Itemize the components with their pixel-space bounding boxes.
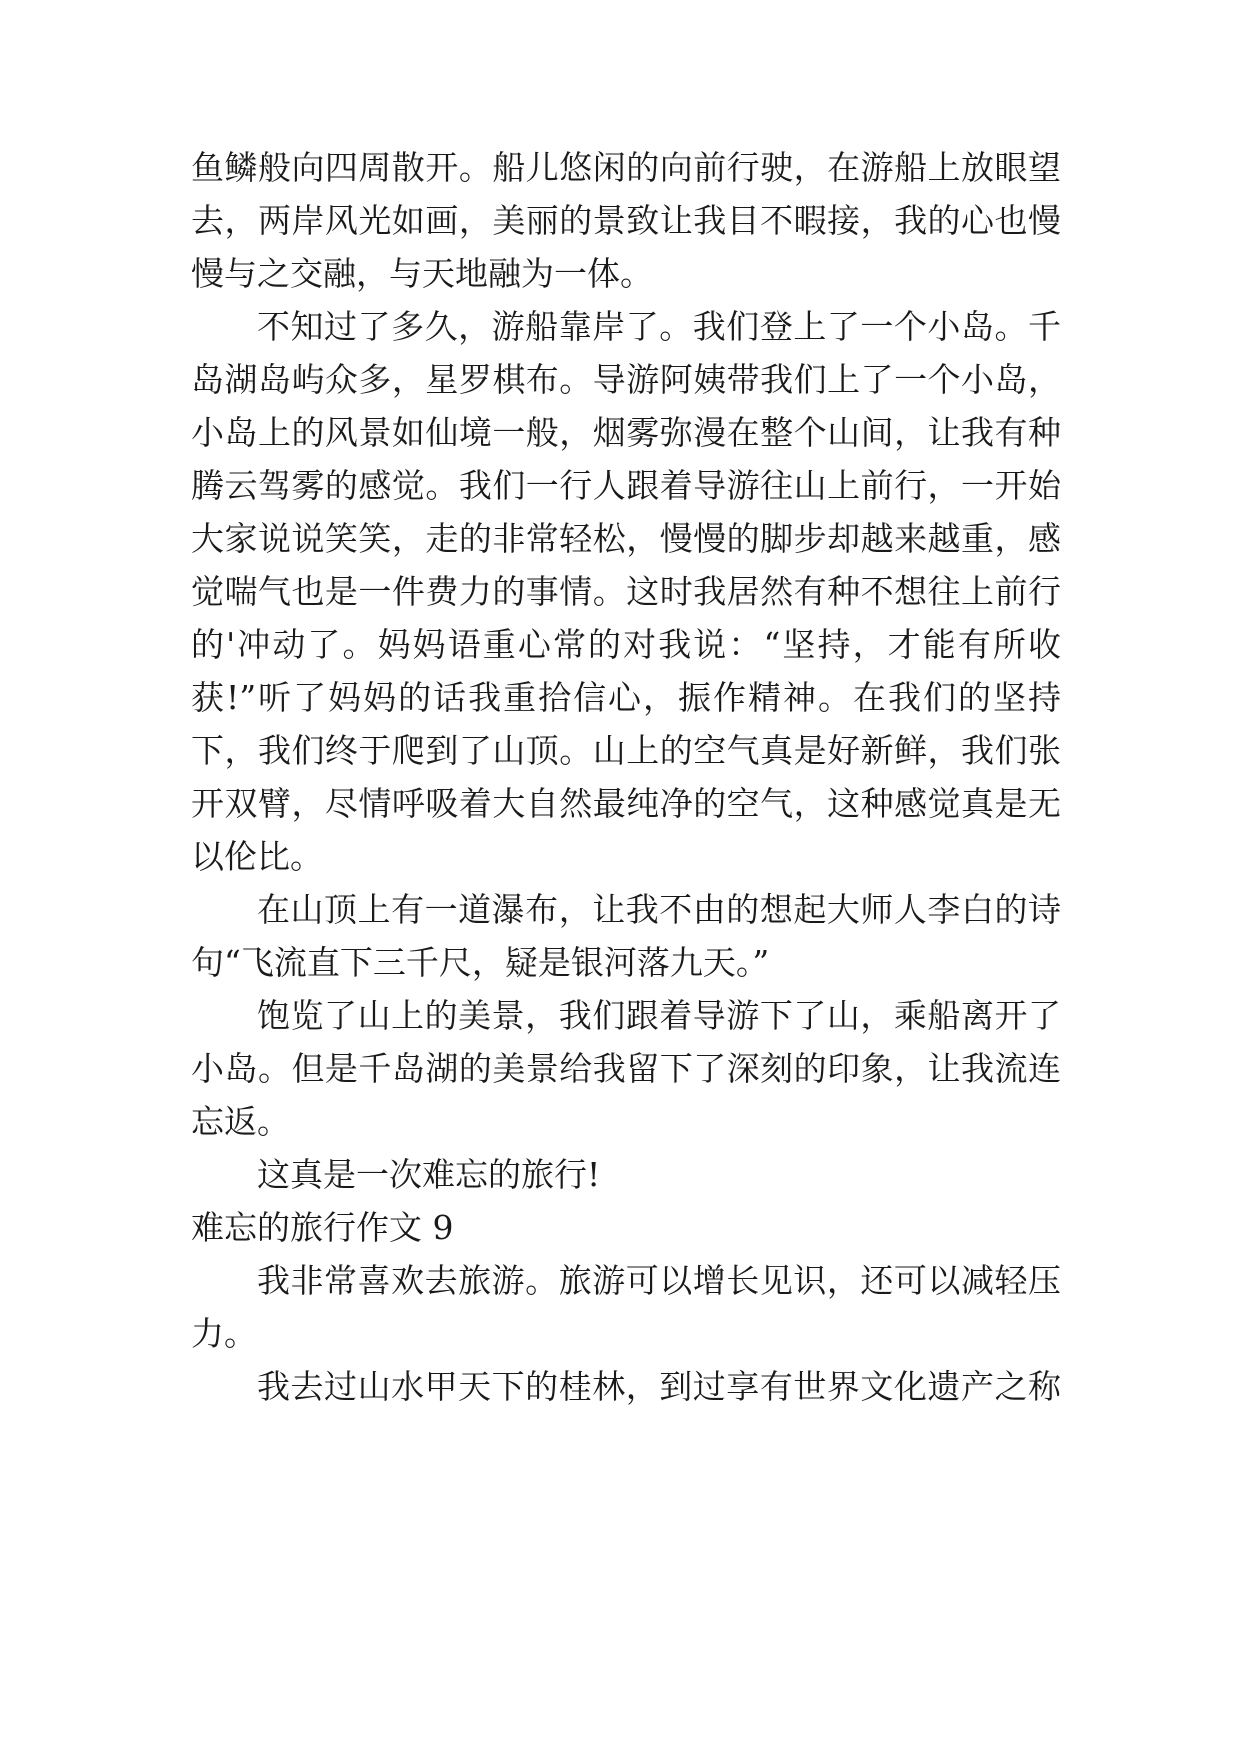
text-line: 觉喘气也是一件费力的事情。这时我居然有种不想往上前行 [191,572,1061,611]
text-line: 不知过了多久，游船靠岸了。我们登上了一个小岛。千 [257,307,1061,346]
text-line: 获!”听了妈妈的话我重拾信心，振作精神。在我们的坚持 [191,678,1061,717]
text-line: 大家说说笑笑，走的非常轻松，慢慢的脚步却越来越重，感 [191,519,1061,558]
text-line: 慢与之交融，与天地融为一体。 [191,254,653,293]
text-line: 我非常喜欢去旅游。旅游可以增长见识，还可以减轻压 [257,1261,1061,1300]
text-line: 我去过山水甲天下的桂林，到过享有世界文化遗产之称 [257,1367,1061,1406]
text-line: 的'冲动了。妈妈语重心常的对我说：“坚持，才能有所收 [191,625,1061,664]
text-line: 句“飞流直下三千尺，疑是银河落九天。” [191,943,770,982]
text-line: 以伦比。 [191,837,323,876]
text-line: 开双臂，尽情呼吸着大自然最纯净的空气，这种感觉真是无 [191,784,1061,823]
text-line: 岛湖岛屿众多，星罗棋布。导游阿姨带我们上了一个小岛， [191,360,1061,399]
text-line: 下，我们终于爬到了山顶。山上的空气真是好新鲜，我们张 [191,731,1061,770]
text-line: 忘返。 [191,1102,290,1141]
text-line: 小岛上的风景如仙境一般，烟雾弥漫在整个山间，让我有种 [191,413,1061,452]
text-line: 腾云驾雾的感觉。我们一行人跟着导游往山上前行，一开始 [191,466,1061,505]
text-line: 饱览了山上的美景，我们跟着导游下了山，乘船离开了 [257,996,1061,1035]
section-heading: 难忘的旅行作文 9 [191,1208,454,1247]
text-line: 鱼鳞般向四周散开。船儿悠闲的向前行驶，在游船上放眼望 [191,148,1061,187]
text-line: 去，两岸风光如画，美丽的景致让我目不暇接，我的心也慢 [191,201,1061,240]
text-line: 小岛。但是千岛湖的美景给我留下了深刻的印象，让我流连 [191,1049,1061,1088]
text-line: 这真是一次难忘的旅行! [257,1155,601,1194]
text-line: 力。 [191,1314,257,1353]
text-line: 在山顶上有一道瀑布，让我不由的想起大师人李白的诗 [257,890,1061,929]
